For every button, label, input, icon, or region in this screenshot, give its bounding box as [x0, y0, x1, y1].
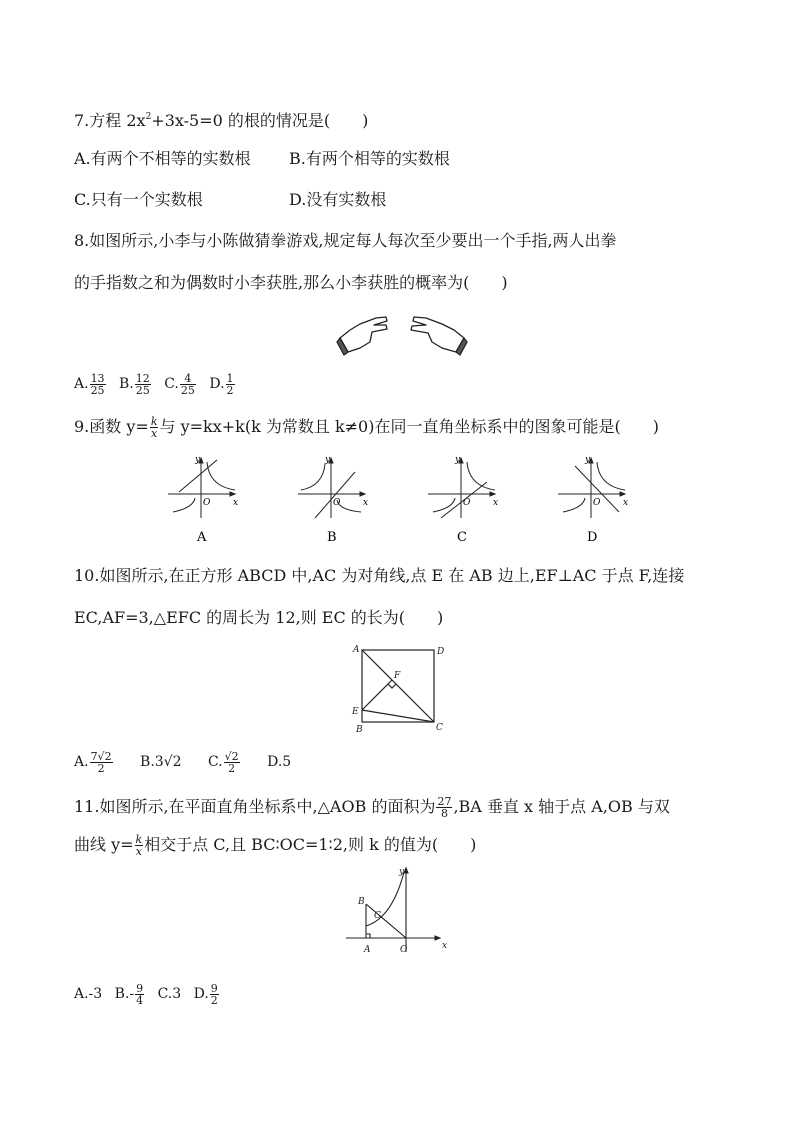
- svg-text:A: A: [364, 945, 371, 955]
- right-hand-icon: [411, 317, 467, 355]
- q10-option-c: C. $\frac{√2}{2}$: [207, 749, 239, 775]
- q9-label-b: B: [327, 530, 337, 545]
- q7-stem-a: 7.方程 2x: [74, 111, 146, 130]
- q7-stem: [74, 107, 368, 131]
- q8-option-d: D. $\frac{1}{2}$: [209, 371, 234, 397]
- q10-option-d: D.5: [267, 754, 292, 770]
- q10-option-a: A. $\frac{7√2}{2}$: [74, 749, 112, 775]
- svg-text:D: D: [437, 647, 445, 657]
- hands-figure: [336, 308, 468, 358]
- q7-options-row1: [74, 149, 450, 169]
- q11-option-b: B.- $\frac{9}{4}$: [114, 981, 144, 1007]
- q8-stem-line1: 8.如图所示,小李与小陈做猜拳游戏,规定每人每次至少要出一个手指,两人出拳: [74, 231, 617, 250]
- q11-options: [74, 982, 220, 1006]
- q10-options: [74, 750, 291, 774]
- svg-text:x: x: [363, 498, 369, 508]
- svg-text:y: y: [455, 455, 461, 465]
- q9-label-c: C: [457, 530, 467, 545]
- q9-stem: 9.函数 y= $\frac{k}{x}$ 与 y=kx+k(k 为常数且 k≠0)在同一直角坐标系中的图象可能是( ): [74, 415, 659, 440]
- svg-text:O: O: [400, 945, 408, 955]
- q7-option-c: C.只有一个实数根: [74, 190, 203, 209]
- svg-text:A: A: [353, 645, 360, 655]
- svg-text:O: O: [593, 498, 601, 508]
- svg-text:O: O: [463, 498, 471, 508]
- q8-options: [74, 372, 236, 396]
- q10-option-b: B.3√2: [140, 754, 182, 770]
- svg-text:C: C: [436, 723, 443, 733]
- svg-text:O: O: [203, 498, 211, 508]
- svg-text:y: y: [399, 867, 405, 877]
- q10-stem-line2: EC,AF=3,△EFC 的周长为 12,则 EC 的长为( ): [74, 608, 444, 627]
- q11-stem-line1: 11.如图所示,在平面直角坐标系中,△AOB 的面积为 $\frac{27}{8}$ ,BA 垂直 x 轴于点 A,OB 与双: [74, 795, 670, 820]
- svg-text:y: y: [585, 455, 591, 465]
- q11-coordinate-figure: [344, 864, 452, 954]
- q11-option-a: A.-3: [74, 986, 103, 1002]
- left-hand-icon: [337, 317, 387, 355]
- q7-option-a: A.有两个不相等的实数根: [74, 149, 251, 168]
- q7-option-d: D.没有实数根: [289, 190, 387, 209]
- q9-graph-c: [425, 452, 505, 545]
- svg-text:C: C: [374, 911, 381, 921]
- q8-option-a: A. $\frac{13}{25}$: [74, 371, 105, 397]
- q7-exponent: 2: [145, 112, 152, 122]
- q9-label-a: A: [197, 530, 207, 545]
- svg-text:x: x: [623, 498, 629, 508]
- q7-stem-b: +3x-5=0 的根的情况是( ): [151, 111, 369, 130]
- q9-graph-b: [295, 452, 375, 545]
- q10-stem-line1: 10.如图所示,在正方形 ABCD 中,AC 为对角线,点 E 在 AB 边上,EF⊥AC 于点 F,连接: [74, 566, 685, 585]
- svg-text:B: B: [358, 897, 365, 907]
- q7-option-b: B.有两个相等的实数根: [289, 149, 450, 168]
- svg-text:x: x: [493, 498, 499, 508]
- q9-graph-d: [555, 452, 635, 545]
- q10-square-figure: [350, 644, 450, 736]
- svg-text:y: y: [195, 455, 201, 465]
- q9-label-d: D: [587, 530, 598, 545]
- svg-text:B: B: [356, 725, 363, 735]
- q11-stem-line2: 曲线 y= $\frac{k}{x}$ 相交于点 C,且 BC∶OC=1∶2,则 k 的值为( ): [74, 833, 477, 858]
- q8-option-c: C. $\frac{4}{25}$: [164, 371, 195, 397]
- q8-stem-line2: 的手指数之和为偶数时小李获胜,那么小李获胜的概率为( ): [74, 273, 508, 292]
- svg-text:E: E: [352, 707, 359, 717]
- svg-text:x: x: [442, 941, 448, 951]
- q11-option-d: D. $\frac{9}{2}$: [193, 981, 218, 1007]
- q8-option-b: B. $\frac{12}{25}$: [119, 371, 150, 397]
- q11-option-c: C.3: [157, 986, 182, 1002]
- q9-graph-a: [165, 452, 245, 545]
- svg-text:x: x: [233, 498, 239, 508]
- q7-options-row2: [74, 190, 387, 210]
- svg-text:F: F: [394, 671, 401, 681]
- svg-text:y: y: [325, 455, 331, 465]
- svg-text:O: O: [333, 498, 341, 508]
